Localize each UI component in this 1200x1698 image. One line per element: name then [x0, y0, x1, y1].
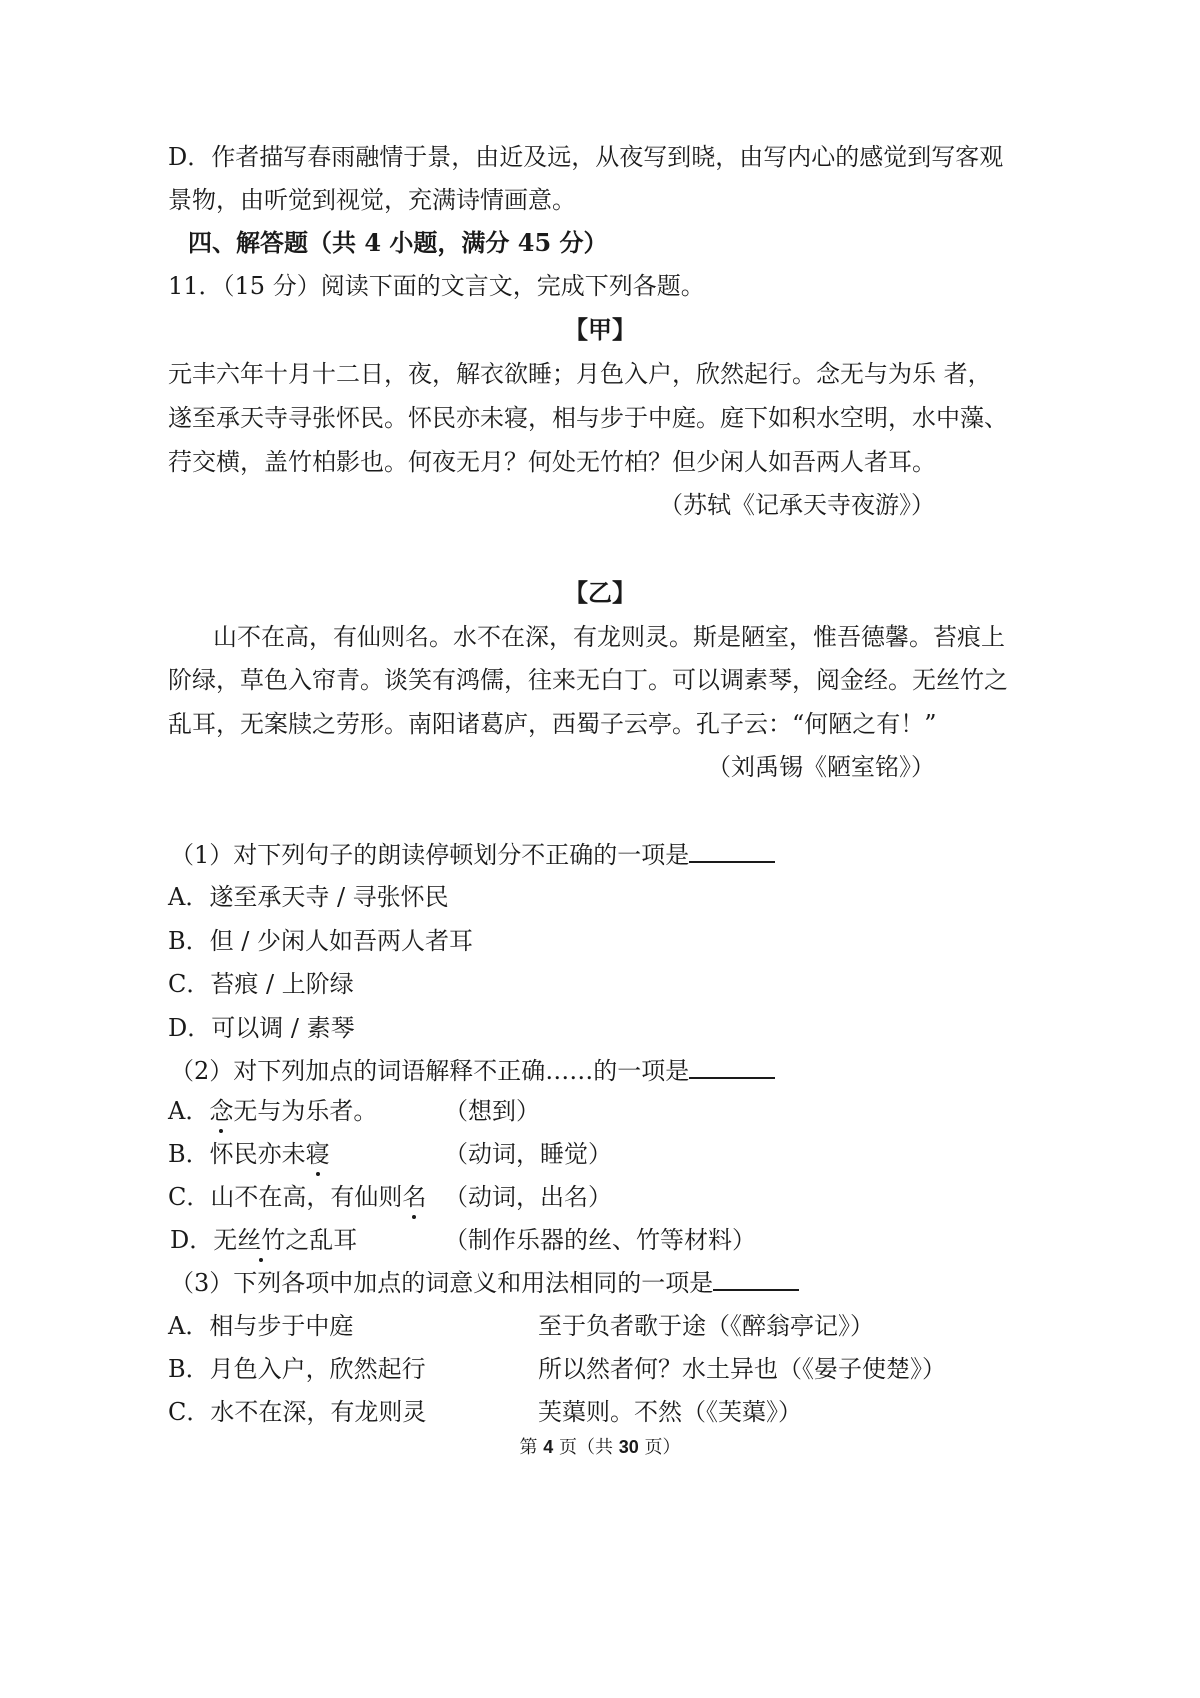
sub-question-2-text: （2）对下列加点的词语解释不正确……的一项是	[170, 1057, 690, 1085]
footer-text: 第	[519, 1437, 544, 1458]
passage-yi-line-3: 乱耳，无案牍之劳形。南阳诸葛庐，西蜀子云亭。孔子云：“何陋之有！”	[168, 710, 937, 738]
answer-blank	[689, 841, 775, 863]
dotted-word: 寝	[305, 1140, 330, 1168]
total-pages: 30	[618, 1437, 639, 1457]
option-text: 无	[213, 1226, 238, 1254]
sub-question-3-option-a-left: A．相与步于中庭	[168, 1312, 354, 1340]
sub-question-2-option-c	[168, 1182, 426, 1212]
sub-question-1-option-b: B．但 / 少闲人如吾两人者耳	[168, 927, 473, 955]
section-heading: 四、解答题（共 4 小题，满分 45 分）	[188, 228, 608, 257]
sub-question-3-option-c-left: C．水不在深，有龙则灵	[168, 1398, 427, 1426]
passage-jia-source: （苏轼《记承天寺夜游》）	[659, 491, 935, 519]
option-text: 怀民亦未	[209, 1140, 306, 1168]
sub-question-2-option-a	[168, 1096, 377, 1126]
sub-question-3-option-c-right: 芙蕖则。不然（《芙蕖》）	[538, 1398, 802, 1426]
answer-blank	[713, 1269, 799, 1291]
sub-question-2-option-b	[168, 1139, 330, 1169]
sub-question-2-option-c-note: （动词，出名）	[444, 1183, 612, 1211]
option-prefix: B．	[168, 1140, 210, 1168]
passage-jia-line-2: 遂至承天寺寻张怀民。怀民亦未寝，相与步于中庭。庭下如积水空明，水中藻、	[168, 404, 1008, 432]
passage-jia-line-3: 荇交横，盖竹柏影也。何夜无月？何处无竹柏？但少闲人如吾两人者耳。	[168, 448, 936, 476]
answer-blank	[689, 1057, 775, 1079]
option-text: 山不在高，有仙则	[210, 1183, 403, 1211]
option-text: 之乱耳	[285, 1226, 358, 1254]
option-prefix: A．	[168, 1097, 210, 1125]
sub-question-2-option-d-note: （制作乐器的丝、竹等材料）	[444, 1226, 756, 1254]
passage-yi-line-1: 山不在高，有仙则名。水不在深，有龙则灵。斯是陋室，惟吾德馨。苔痕上	[213, 623, 1005, 651]
sub-question-3-stem	[170, 1268, 799, 1298]
footer-text: 页）	[638, 1437, 681, 1458]
sub-question-3-text: （3）下列各项中加点的词意义和用法相同的一项是	[170, 1269, 714, 1297]
footer-text: 页（共	[553, 1437, 619, 1458]
page-number: 4	[543, 1437, 554, 1457]
dotted-word: 丝竹	[237, 1226, 286, 1254]
dotted-word: 名	[402, 1183, 427, 1211]
passage-yi-source: （刘禹锡《陋室铭》）	[707, 753, 935, 781]
sub-question-1-text: （1）对下列句子的朗读停顿划分不正确的一项是	[170, 841, 690, 869]
option-d-line-2: 景物，由听觉到视觉，充满诗情画意。	[168, 186, 576, 214]
option-text: 无与为乐者。	[233, 1097, 378, 1125]
dotted-word: 念	[209, 1097, 234, 1125]
sub-question-1-option-c: C．苔痕 / 上阶绿	[168, 970, 354, 998]
option-prefix: C．	[168, 1183, 211, 1211]
passage-yi-line-2: 阶绿，草色入帘青。谈笑有鸿儒，往来无白丁。可以调素琴，阅金经。无丝竹之	[168, 666, 1008, 694]
question-11-stem: 11．（15 分）阅读下面的文言文，完成下列各题。	[168, 272, 705, 300]
sub-question-2-option-a-note: （想到）	[444, 1097, 540, 1125]
sub-question-2-option-b-note: （动词，睡觉）	[444, 1140, 612, 1168]
passage-yi-label: 【乙】	[564, 578, 636, 607]
option-d-line-1: D．作者描写春雨融情于景，由近及远，从夜写到晓，由写内心的感觉到写客观	[168, 143, 1004, 171]
sub-question-2-option-d	[170, 1225, 357, 1255]
option-prefix: D．	[170, 1226, 214, 1254]
sub-question-3-option-a-right: 至于负者歌于途（《醉翁亭记》）	[538, 1312, 874, 1340]
sub-question-1-option-a: A．遂至承天寺 / 寻张怀民	[168, 883, 449, 911]
sub-question-2-stem	[170, 1056, 775, 1086]
sub-question-3-option-b-right: 所以然者何？水土异也（《晏子使楚》）	[538, 1355, 946, 1383]
sub-question-3-option-b-left: B．月色入户，欣然起行	[168, 1355, 426, 1383]
sub-question-1-option-d: D．可以调 / 素琴	[168, 1014, 355, 1042]
passage-jia-line-1: 元丰六年十月十二日，夜，解衣欲睡；月色入户，欣然起行。念无与为乐 者，	[168, 360, 992, 388]
sub-question-1-stem	[170, 840, 775, 870]
passage-jia-label: 【甲】	[564, 315, 636, 344]
page-footer	[0, 1436, 1200, 1459]
